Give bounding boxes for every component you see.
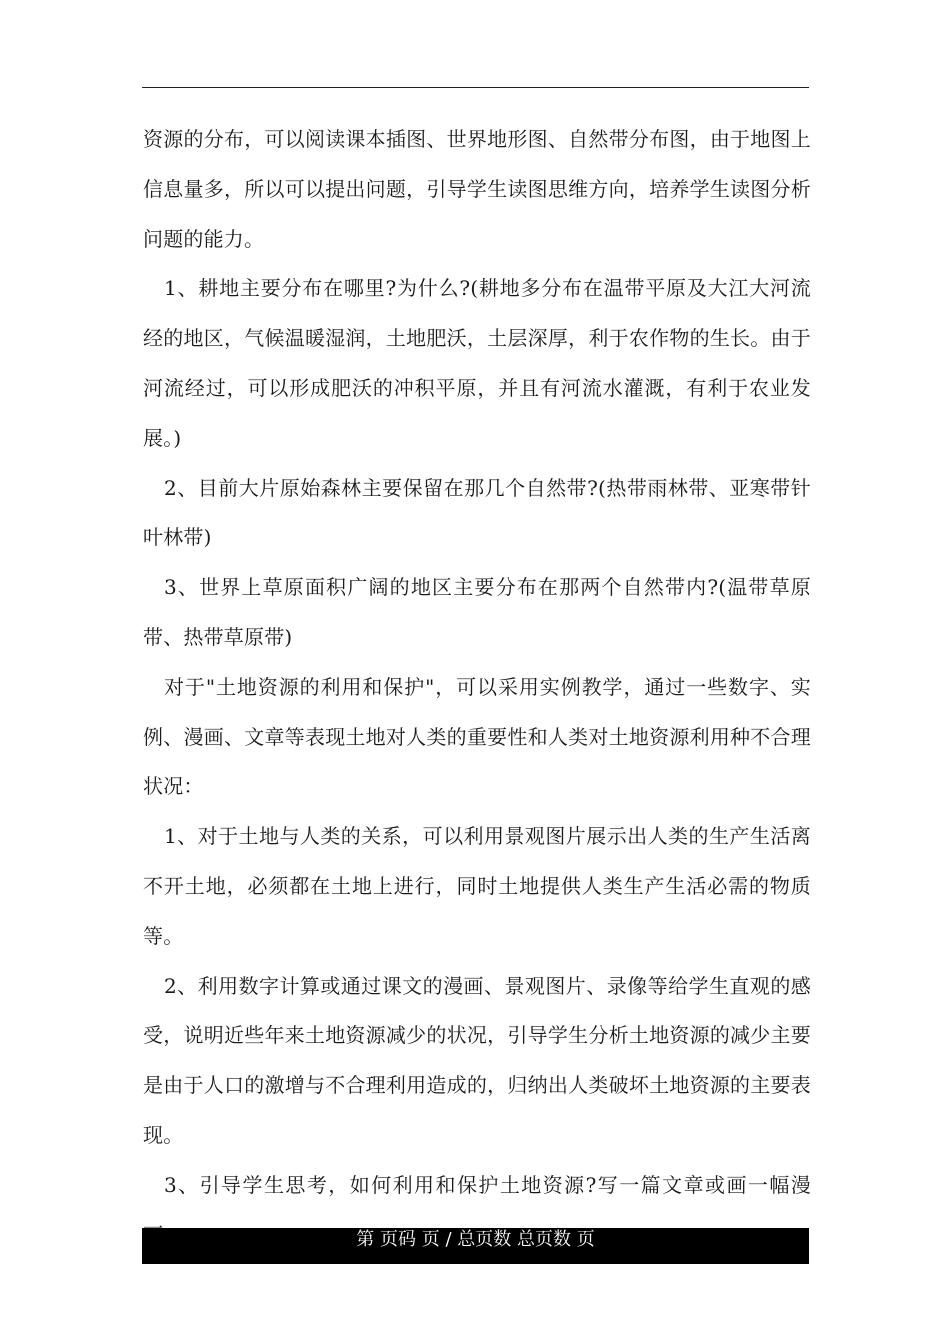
paragraph-question-1: 1、耕地主要分布在哪里?为什么?(耕地多分布在温带平原及大江大河流经的地区，气候温暖湿润，土地肥沃，土层深厚，利于农作物的生长。由于河流经过，可以形成肥沃的冲积平原，并且有河流水灌溉，有利于农业发展。) (143, 276, 811, 450)
page-footer (142, 1228, 809, 1264)
paragraph-question-2: 2、目前大片原始森林主要保留在那几个自然带?(热带雨林带、亚寒带针叶林带) (143, 475, 811, 550)
paragraph-intro: 资源的分布，可以阅读课本插图、世界地形图、自然带分布图，由于地图上信息量多，所以可以提出问题，引导学生读图思维方向，培养学生读图分析问题的能力。 (143, 127, 811, 251)
page-number-text: 第 页码 页 / 总页数 总页数 页 (356, 1229, 595, 1250)
header-rule (142, 87, 809, 88)
paragraph-land-use: 对于"土地资源的利用和保护"，可以采用实例教学，通过一些数字、实例、漫画、文章等表现土地对人类的重要性和人类对土地资源利用种不合理状况： (143, 674, 811, 799)
paragraph-point-2: 2、利用数字计算或通过课文的漫画、景观图片、录像等给学生直观的感受，说明近些年来土地资源减少的状况，引导学生分析土地资源的减少主要是由于人口的激增与不合理利用造成的，归纳出人类破坏土地资源的主要表现。 (143, 973, 811, 1147)
paragraph-point-1: 1、对于土地与人类的关系，可以利用景观图片展示出人类的生产生活离不开土地，必须都在土地上进行，同时土地提供人类生产生活必需的物质等。 (143, 824, 811, 948)
document-body (143, 115, 811, 1260)
paragraph-question-3: 3、世界上草原面积广阔的地区主要分布在那两个自然带内?(温带草原带、热带草原带) (143, 575, 811, 649)
paragraph-point-3: 3、引导学生思考，如何利用和保护土地资源?写一篇文章或画一幅漫 (164, 1172, 811, 1197)
